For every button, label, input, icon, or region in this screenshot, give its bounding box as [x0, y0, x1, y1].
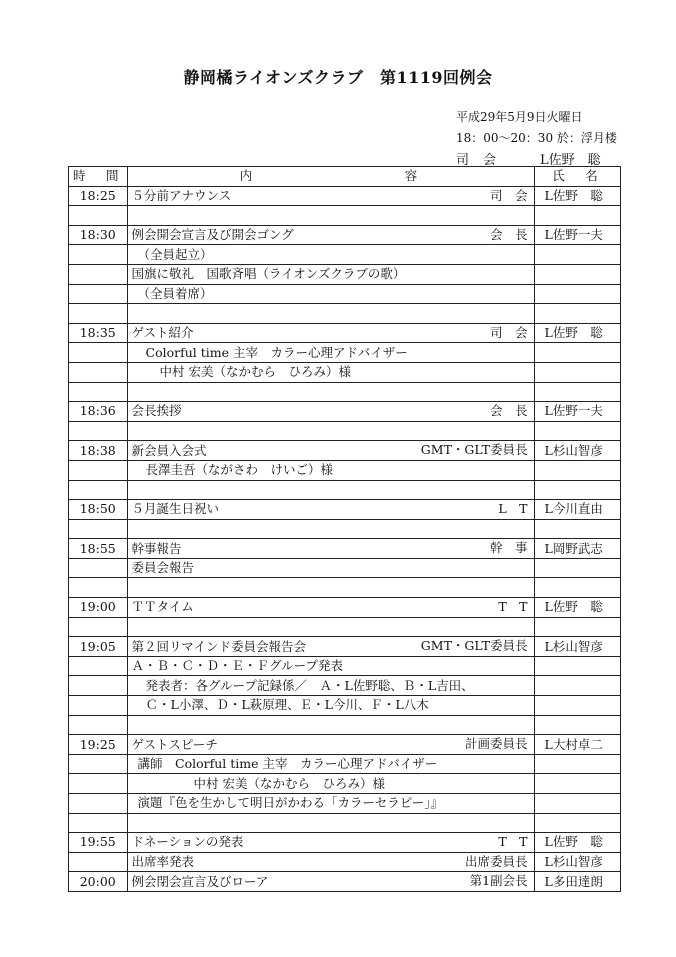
row-content-text: 委員会報告: [131, 560, 195, 576]
row-content: [127, 617, 534, 637]
row-role: 司 会: [490, 324, 528, 340]
row-person-name: L佐野一夫: [534, 225, 620, 245]
table-row: [69, 225, 621, 245]
row-time: 18:55: [69, 539, 128, 559]
row-content-text: 発表者：各グループ記録係／ Ａ・L佐野聡、Ｂ・L吉田、: [145, 677, 474, 693]
row-content: [127, 774, 534, 794]
row-content-text: Colorful time 主宰 カラー心理アドバイザー: [145, 344, 408, 360]
row-person-name: [534, 480, 620, 500]
table-row: [69, 460, 621, 480]
table-row: [69, 676, 621, 696]
row-content-text: 長澤圭吾（ながさわ けいご）様: [145, 462, 334, 478]
row-person-name: [534, 656, 620, 676]
row-time: [69, 284, 128, 304]
row-content: [127, 676, 534, 696]
row-content: [127, 382, 534, 402]
row-content-text: 講師 Colorful time 主宰 カラー心理アドバイザー: [137, 756, 438, 772]
row-content-text: 会長挨拶: [131, 403, 182, 419]
row-time: [69, 460, 128, 480]
row-content: [127, 696, 534, 716]
row-time: [69, 206, 128, 226]
row-time: [69, 480, 128, 500]
row-person-name: [534, 460, 620, 480]
row-person-name: [534, 774, 620, 794]
row-content: [127, 794, 534, 814]
row-time: 19:00: [69, 598, 128, 618]
row-time: 18:38: [69, 441, 128, 461]
row-content: [127, 598, 534, 618]
row-content-text: ＴＴタイム: [131, 599, 194, 615]
row-time: [69, 304, 128, 324]
table-row: [69, 500, 621, 520]
row-time: [69, 754, 128, 774]
row-person-name: L佐野 聡: [534, 598, 620, 618]
document-title: 静岡橘ライオンズクラブ 第1119回例会: [183, 68, 493, 87]
row-time: 18:30: [69, 225, 128, 245]
row-person-name: L大村卓二: [534, 735, 620, 755]
table-row: [69, 539, 621, 559]
row-person-name: L佐野 聡: [534, 833, 620, 853]
row-content: [127, 539, 534, 559]
row-person-name: [534, 206, 620, 226]
table-row: [69, 323, 621, 343]
row-time: [69, 362, 128, 382]
row-content-text: Ａ・Ｂ・Ｃ・Ｄ・Ｅ・Ｆグループ発表: [131, 658, 344, 674]
row-person-name: [534, 617, 620, 637]
row-time: [69, 421, 128, 441]
row-person-name: [534, 284, 620, 304]
row-person-name: [534, 813, 620, 833]
row-content: [127, 421, 534, 441]
row-content: [127, 264, 534, 284]
table-row: [69, 578, 621, 598]
row-role: GMT・GLT委員長: [420, 442, 528, 458]
row-person-name: [534, 245, 620, 265]
table-row: [69, 598, 621, 618]
row-time: [69, 813, 128, 833]
row-time: [69, 696, 128, 716]
mc-name: L佐野 聡: [540, 153, 601, 168]
row-content-text: 国旗に敬礼 国歌斉唱（ライオンズクラブの歌）: [131, 266, 406, 282]
header-name: 氏 名: [534, 167, 620, 187]
row-time: [69, 852, 128, 872]
row-time: [69, 558, 128, 578]
row-content: [127, 480, 534, 500]
table-row: [69, 774, 621, 794]
row-content: [127, 304, 534, 324]
row-person-name: L佐野 聡: [534, 323, 620, 343]
row-person-name: [534, 421, 620, 441]
row-time: [69, 245, 128, 265]
row-content-text: （全員着席）: [137, 285, 213, 301]
header-content: 内 容: [127, 167, 534, 187]
row-content-text: Ｃ・L小澤、Ｄ・L萩原理、Ｅ・L今川、Ｆ・L八木: [145, 697, 429, 713]
row-time: 18:36: [69, 402, 128, 422]
row-person-name: L佐野 聡: [534, 186, 620, 206]
row-person-name: [534, 754, 620, 774]
table-row: [69, 519, 621, 539]
row-person-name: [534, 558, 620, 578]
row-content: [127, 362, 534, 382]
row-content: [127, 402, 534, 422]
row-time: [69, 774, 128, 794]
table-row: [69, 656, 621, 676]
table-row: [69, 872, 621, 892]
row-content-text: ゲストスピーチ: [131, 736, 218, 752]
row-time: 19:05: [69, 637, 128, 657]
table-row: [69, 402, 621, 422]
row-time: [69, 578, 128, 598]
row-content-text: 中村 宏美（なかむら ひろみ）様: [193, 775, 385, 791]
row-time: [69, 794, 128, 814]
row-person-name: L杉山智彦: [534, 637, 620, 657]
table-row: [69, 833, 621, 853]
row-content-text: 中村 宏美（なかむら ひろみ）様: [159, 364, 351, 380]
row-content: [127, 500, 534, 520]
meeting-date: 平成29年5月9日火曜日: [456, 110, 583, 124]
mc-label: 司会: [456, 153, 511, 168]
row-content-text: 例会開会宣言及び開会ゴング: [131, 227, 294, 243]
row-person-name: [534, 519, 620, 539]
row-content: [127, 519, 534, 539]
row-time: [69, 676, 128, 696]
header-time: 時 間: [69, 167, 128, 187]
row-time: 19:55: [69, 833, 128, 853]
table-row: [69, 735, 621, 755]
row-person-name: [534, 715, 620, 735]
row-content: [127, 852, 534, 872]
row-person-name: [534, 343, 620, 363]
row-time: [69, 382, 128, 402]
table-row: [69, 186, 621, 206]
row-time: 18:50: [69, 500, 128, 520]
row-person-name: [534, 382, 620, 402]
row-content: [127, 833, 534, 853]
row-role: 会 長: [490, 226, 528, 242]
row-content-text: 第２回リマインド委員会報告会: [131, 638, 307, 654]
table-row: [69, 715, 621, 735]
table-row: [69, 794, 621, 814]
row-time: [69, 656, 128, 676]
row-content-text: 幹事報告: [131, 540, 182, 556]
row-role: GMT・GLT委員長: [420, 638, 528, 654]
table-row: [69, 206, 621, 226]
row-content-text: 出席率発表: [131, 854, 195, 870]
row-content-text: ドネーションの発表: [131, 834, 244, 850]
row-content-text: （全員起立）: [137, 246, 213, 262]
row-role: 計画委員長: [465, 736, 528, 752]
row-content: [127, 715, 534, 735]
row-time: [69, 519, 128, 539]
table-row: [69, 617, 621, 637]
row-content-text: 演題『色を生かして明日がかわる「カラーセラピー」』: [137, 795, 444, 811]
table-row: [69, 382, 621, 402]
row-content-text: 例会閉会宣言及びローア: [131, 873, 269, 889]
table-row: [69, 245, 621, 265]
table-row: [69, 441, 621, 461]
row-content-text: ５月誕生日祝い: [131, 501, 220, 517]
row-content: [127, 558, 534, 578]
row-content: [127, 656, 534, 676]
row-content: [127, 323, 534, 343]
row-role: 司 会: [490, 187, 528, 203]
row-person-name: L佐野一夫: [534, 402, 620, 422]
row-time: [69, 617, 128, 637]
row-content: [127, 872, 534, 892]
row-role: 第1副会長: [469, 873, 528, 889]
row-time: 18:25: [69, 186, 128, 206]
row-person-name: L杉山智彦: [534, 852, 620, 872]
table-row: [69, 754, 621, 774]
row-role: L T: [498, 501, 528, 517]
table-row: [69, 637, 621, 657]
row-content-text: 新会員入会式: [131, 442, 207, 458]
row-content: [127, 578, 534, 598]
program-table: [68, 166, 621, 892]
row-time: [69, 343, 128, 363]
table-row: [69, 362, 621, 382]
row-person-name: L杉山智彦: [534, 441, 620, 461]
row-time: 19:25: [69, 735, 128, 755]
row-content: [127, 460, 534, 480]
row-content-text: ゲスト紹介: [131, 325, 194, 341]
row-time: [69, 264, 128, 284]
row-person-name: [534, 696, 620, 716]
row-person-name: [534, 676, 620, 696]
table-row: [69, 343, 621, 363]
row-person-name: [534, 794, 620, 814]
table-row: [69, 284, 621, 304]
table-row: [69, 304, 621, 324]
table-row: [69, 696, 621, 716]
row-content: [127, 441, 534, 461]
table-row: [69, 264, 621, 284]
row-content-text: ５分前アナウンス: [131, 187, 232, 203]
row-role: T T: [498, 599, 528, 615]
row-role: 出席委員長: [465, 853, 528, 869]
row-person-name: L岡野武志: [534, 539, 620, 559]
table-row: [69, 558, 621, 578]
table-row: [69, 813, 621, 833]
row-content: [127, 245, 534, 265]
row-time: 18:35: [69, 323, 128, 343]
row-person-name: [534, 304, 620, 324]
row-person-name: [534, 362, 620, 382]
row-content: [127, 284, 534, 304]
row-time: [69, 715, 128, 735]
table-row: [69, 421, 621, 441]
row-content: [127, 735, 534, 755]
row-content: [127, 343, 534, 363]
row-content: [127, 754, 534, 774]
row-content: [127, 206, 534, 226]
row-content: [127, 637, 534, 657]
row-role: 会 長: [490, 403, 528, 419]
program-rows: [69, 186, 621, 891]
row-person-name: L今川直由: [534, 500, 620, 520]
row-person-name: L多田達朗: [534, 872, 620, 892]
meeting-time-place: 18：00～20：30 於：浮月楼: [456, 131, 617, 145]
row-role: T T: [498, 834, 528, 850]
table-row: [69, 480, 621, 500]
row-person-name: [534, 578, 620, 598]
row-role: 幹 事: [490, 540, 528, 556]
row-person-name: [534, 264, 620, 284]
table-header-row: [69, 167, 621, 187]
row-content: [127, 813, 534, 833]
table-row: [69, 852, 621, 872]
row-content: [127, 186, 534, 206]
row-time: 20:00: [69, 872, 128, 892]
row-content: [127, 225, 534, 245]
